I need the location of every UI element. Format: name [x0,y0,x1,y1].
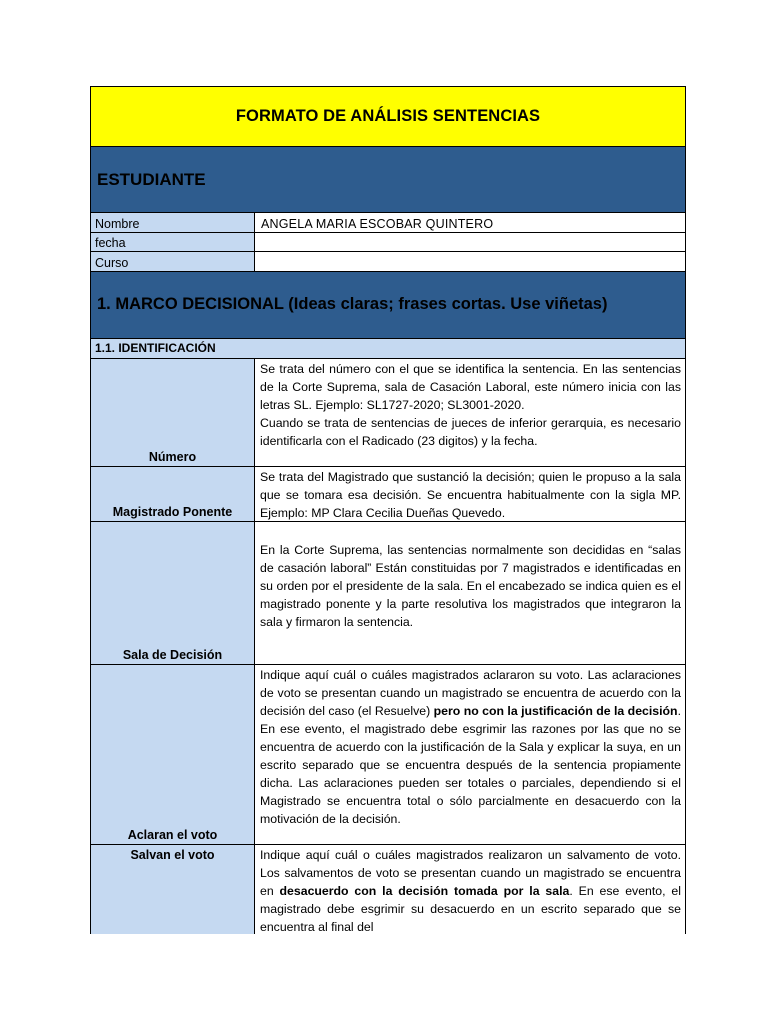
aclaran-text-2: . En ese evento, el magistrado debe esgrimir las razones por las que no se encuentra de acuerdo con la justificación de la Sala y explicar la suya, en un escrito separado que se encuentra después de la sentencia propiamente dicha. Las aclaraciones pueden ser totales o parciales, dependiendo si el Magistrado se encuentra total o sólo parcialmente en desacuerdo con la motivación de la decisión. [260,703,681,826]
ponente-description[interactable] [255,467,685,521]
row-sala [91,522,685,665]
numero-paragraph-2: Cuando se trata de sentencias de jueces de inferior gerarquia, es necesario identificarla con el Radicado (23 digitos) y la fecha. [260,415,681,448]
field-row-curso [91,252,685,272]
salvan-text-1: Indique aquí cuál o cuáles magistrados realizaron un salvamento de voto. Los salvamentos de voto se presentan cuando un magistrado se encuentra en [260,847,681,898]
student-section-header: ESTUDIANTE [91,147,685,213]
aclaran-description[interactable] [255,665,685,844]
identificacion-subheader [91,339,685,359]
ponente-paragraph: Se trata del Magistrado que sustanció la decisión; quien le propuso a la sala que se tomara esa decisión. Se encuentra habitualmente con la sigla MP. Ejemplo: MP Clara Cecilia Dueñas Quevedo. [260,469,681,520]
salvan-text-2: . En ese evento, el magistrado debe esgrimir su desacuerdo en un escrito separado que se encuentra al final del [260,883,681,934]
row-aclaran [91,665,685,845]
salvan-paragraph [260,846,681,934]
row-label-ponente: Magistrado Ponente [91,467,255,521]
row-label-salvan: Salvan el voto [91,845,255,934]
field-row-fecha [91,233,685,253]
row-numero [91,359,685,467]
field-label: Nombre [91,213,255,232]
aclaran-text-1: Indique aquí cuál o cuáles magistrados aclararon su voto. Las aclaraciones de voto se presentan cuando un magistrado se encuentra de acuerdo con la decisión del caso (el Resuelve) [260,667,681,718]
aclaran-bold-text: pero no con la justificación de la decisión [433,703,678,718]
subsection-title: 1.1. IDENTIFICACIÓN [95,341,216,356]
row-ponente [91,467,685,522]
marco-section-header: 1. MARCO DECISIONAL (Ideas claras; frases cortas. Use viñetas) [91,272,685,339]
row-salvan [91,845,685,934]
salvan-bold-text: desacuerdo con la decisión tomada por la sala [279,883,570,898]
nombre-field[interactable]: ANGELA MARIA ESCOBAR QUINTERO [261,216,494,231]
row-label-aclaran: Aclaran el voto [91,665,255,844]
row-label-numero: Número [91,359,255,466]
salvan-description[interactable] [255,845,685,934]
sala-description[interactable] [255,522,685,664]
field-row-nombre [91,213,685,233]
field-label: Curso [91,252,255,271]
aclaran-paragraph [260,666,681,828]
numero-description[interactable] [255,359,685,466]
sala-paragraph: En la Corte Suprema, las sentencias normalmente son decididas en “salas de casación laboral” Están constituidas por 7 magistrados e identificadas en su orden por el presidente de la sala. En el encabezado se indica quien es el magistrado ponente y la parte resolutiva los magistrados que integraron la sala y firmaron la sentencia. [260,542,681,629]
form-title: FORMATO DE ANÁLISIS SENTENCIAS [91,87,685,147]
row-label-sala: Sala de Decisión [91,522,255,664]
fecha-field[interactable] [255,233,685,252]
field-label: fecha [91,233,255,252]
curso-field[interactable] [255,252,685,271]
numero-paragraph-1: Se trata del número con el que se identifica la sentencia. En las sentencias de la Corte Suprema, sala de Casación Laboral, este número inicia con las letras SL. Ejemplo: SL1727-2020; SL3001-2020. [260,361,681,412]
analysis-form [90,86,686,934]
